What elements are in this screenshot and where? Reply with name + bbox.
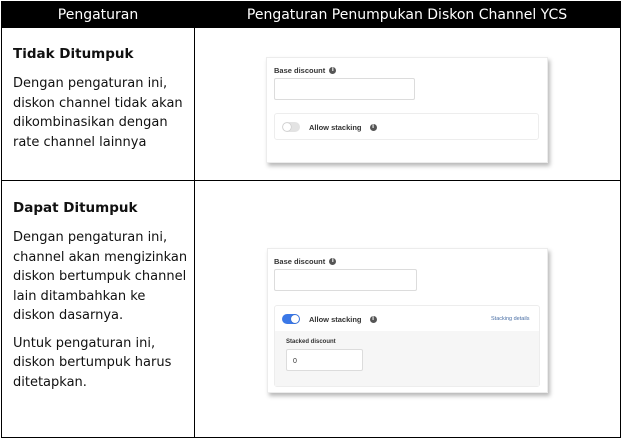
- row-title: Dapat Ditumpuk: [13, 200, 138, 216]
- stacked-discount-section: [275, 331, 539, 386]
- allow-stacking-panel: [274, 113, 539, 140]
- info-icon[interactable]: i: [370, 124, 377, 131]
- stacked-discount-label: Stacked discount: [286, 339, 336, 345]
- header-stacking-settings: Pengaturan Penumpukan Diskon Channel YCS: [194, 2, 620, 28]
- info-icon[interactable]: i: [370, 316, 377, 323]
- row-paragraph: Untuk pengaturan ini, diskon bertumpuk harus ditetapkan.: [13, 335, 172, 390]
- info-icon[interactable]: i: [329, 258, 336, 265]
- stacking-details-link[interactable]: Stacking details: [491, 316, 530, 322]
- allow-stacking-panel: [274, 305, 540, 387]
- base-discount-label: Base discount i: [274, 66, 336, 75]
- allow-stacking-label: Allow stacking i: [309, 315, 377, 324]
- row-paragraph: Dengan pengaturan ini, channel akan mengizinkan diskon bertumpuk channel lain ditambahkan ke diskon dasarnya.: [13, 230, 188, 323]
- stacked-discount-input[interactable]: 0: [286, 349, 363, 371]
- row-paragraph: Dengan pengaturan ini, diskon channel tidak akan dikombinasikan dengan rate channel lainnya: [13, 76, 183, 150]
- toggle-knob: [283, 123, 291, 131]
- column-divider: [194, 28, 195, 437]
- header-settings: Pengaturan: [2, 2, 194, 28]
- discount-card-not-stacked: [266, 57, 548, 163]
- row-not-stacked-description: [13, 46, 191, 160]
- allow-stacking-toggle[interactable]: [282, 122, 300, 132]
- row-stackable-description: [13, 200, 191, 400]
- info-icon[interactable]: i: [329, 67, 336, 74]
- base-discount-input[interactable]: [274, 78, 415, 100]
- discount-card-stackable: [267, 248, 548, 393]
- toggle-knob: [291, 315, 299, 323]
- base-discount-label: Base discount i: [274, 257, 336, 266]
- row-title: Tidak Ditumpuk: [13, 46, 134, 62]
- row-divider: [2, 180, 620, 181]
- base-discount-input[interactable]: [274, 269, 417, 291]
- allow-stacking-toggle[interactable]: [282, 314, 300, 324]
- allow-stacking-label: Allow stacking i: [309, 123, 377, 132]
